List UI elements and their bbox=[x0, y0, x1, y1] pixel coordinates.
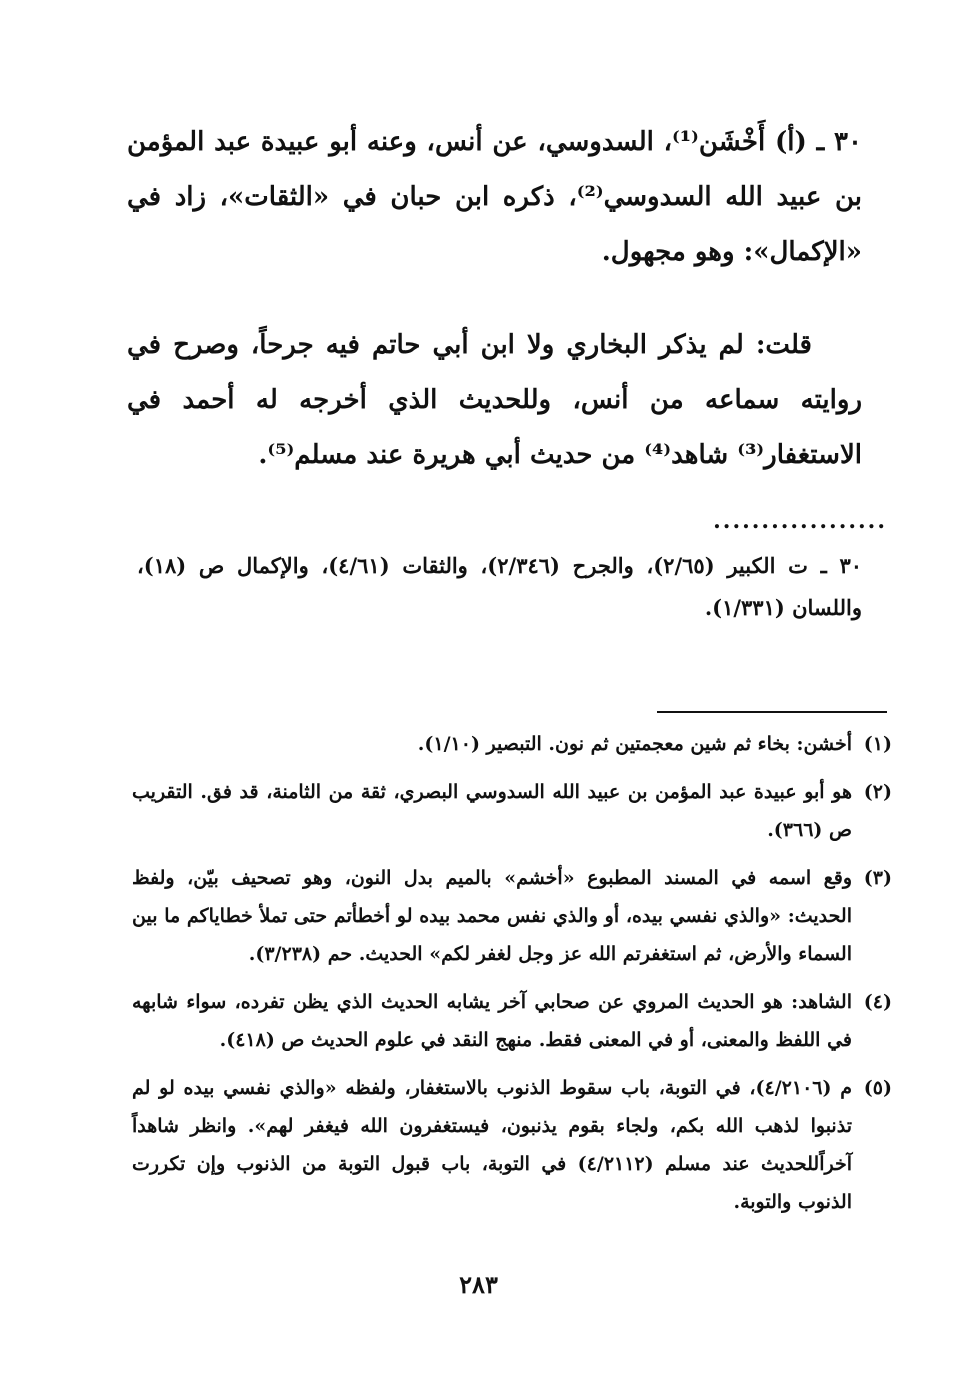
footnote-text: هو أبو عبيدة عبد المؤمن بن عبيد الله السدوسي البصري، ثقة من الثامنة، قد فق. التقريب ص (٣٦٦). bbox=[132, 781, 852, 841]
footnote-text: م (٤/٢١٠٦)، في التوبة، باب سقوط الذنوب بالاستغفار، ولفظه «والذي نفسي بيده لو لم تذنبوا لذهب الله بكم، ولجاء بقوم يذنبون، فيستغفرون الله فيغفر لهم». وانظر شاهداً آخراًللحديث عند مسلم (٤/٢١١٢) في التوبة، باب قبول التوبة من الذنوب وإن تكررت الذنوب والتوبة. bbox=[132, 1077, 852, 1213]
narrator-entry: ٣٠ ـ (أ) أَخْشَن⁽¹⁾، السدوسي، عن أنس، وعنه أبو عبيدة عبد المؤمن بن عبيد الله السدوسي⁽²⁾، ذكره ابن حبان في «الثقات»، زاد في «الإكمال»: وهو مجهول. bbox=[127, 127, 862, 267]
page-number: ٢٨٣ bbox=[459, 1270, 498, 1299]
sources-block bbox=[137, 545, 862, 629]
footnote-number: (٣) bbox=[863, 867, 892, 889]
sources-text: ٣٠ ـ ت الكبير (٢/٦٥)، والجرح (٢/٣٤٦)، والثقات (٤/٦١)، والإكمال ص (١٨)، واللسان (١/٣٣١). bbox=[137, 553, 862, 620]
footnote-separator bbox=[657, 711, 887, 713]
footnote-number: (٤) bbox=[863, 991, 892, 1013]
footnote-text: الشاهد: هو الحديث المروي عن صحابي آخر يشابه الحديث الذي يظن تفرده، سواء شابهه في اللفظ والمعنى، أو في المعنى فقط. منهج النقد في علوم الحديث ص (٤١٨). bbox=[132, 991, 852, 1051]
footnote bbox=[132, 1069, 892, 1221]
footnote-number: (٥) bbox=[863, 1077, 892, 1099]
footnote bbox=[132, 983, 892, 1059]
footnote-text: أخشن: بخاء ثم شين معجمتين ثم نون. التبصير (١/١٠). bbox=[417, 733, 852, 755]
footnote bbox=[132, 859, 892, 973]
footnote-text: وقع اسمه في المسند المطبوع «أخشم» بالميم بدل النون، وهو تصحيف بيّن، ولفظ الحديث: «والذي نفسي بيده، أو والذي نفس محمد بيده لو أخطأتم حتى تملأ خطاياكم ما بين السماء والأرض، ثم استغفرتم الله عز وجل لغفر لكم» الحديث. حم (٣/٢٣٨). bbox=[132, 867, 852, 965]
footnote-number: (٢) bbox=[863, 781, 892, 803]
footnotes bbox=[132, 725, 892, 1231]
footnote-number: (١) bbox=[863, 733, 892, 755]
dotted-divider: .................. bbox=[713, 508, 887, 534]
commentary-paragraph: قلت: لم يذكر البخاري ولا ابن أبي حاتم فيه جرحاً، وصرح في روايته سماعه من أنس، وللحديث الذي أخرجه له أحمد في الاستغفار⁽³⁾ شاهد⁽⁴⁾ من حديث أبي هريرة عند مسلم⁽⁵⁾. bbox=[127, 330, 862, 470]
footnote bbox=[132, 773, 892, 849]
footnote bbox=[132, 725, 892, 763]
main-text bbox=[127, 115, 862, 483]
